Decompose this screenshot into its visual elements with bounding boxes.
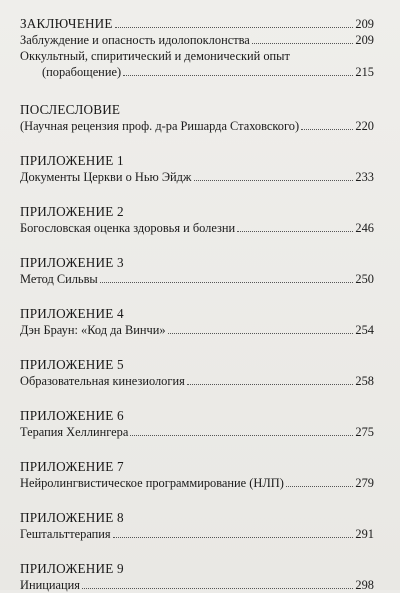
toc-section-appendix-7 xyxy=(20,459,374,491)
page-number: 275 xyxy=(355,425,374,439)
section-heading: ПРИЛОЖЕНИЕ 3 xyxy=(20,255,124,270)
page-number: 246 xyxy=(355,221,374,235)
dot-leader xyxy=(123,75,353,76)
page-number: 233 xyxy=(355,170,374,184)
section-heading: ПРИЛОЖЕНИЕ 7 xyxy=(20,459,124,474)
toc-entry xyxy=(20,322,374,338)
dot-leader xyxy=(187,384,354,385)
toc-section-appendix-1 xyxy=(20,153,374,185)
toc-section-appendix-8 xyxy=(20,510,374,542)
section-heading: ПРИЛОЖЕНИЕ 9 xyxy=(20,561,124,576)
entry-title: (порабощение) xyxy=(42,65,122,79)
dot-leader xyxy=(252,43,354,44)
toc-section-appendix-4 xyxy=(20,306,374,338)
toc-entry xyxy=(20,373,374,389)
section-heading: ПРИЛОЖЕНИЕ 2 xyxy=(20,204,124,219)
toc-entry xyxy=(20,32,374,48)
page-number: 209 xyxy=(355,17,374,31)
dot-leader xyxy=(194,180,354,181)
toc-entry xyxy=(20,169,374,185)
toc-entry xyxy=(20,475,374,491)
entry-title: Нейролингвистическое программирование (НЛП) xyxy=(20,476,284,490)
toc-entry xyxy=(20,526,374,542)
page-number: 254 xyxy=(355,323,374,337)
page-number: 250 xyxy=(355,272,374,286)
dot-leader xyxy=(100,282,354,283)
section-heading: ПРИЛОЖЕНИЕ 6 xyxy=(20,408,124,423)
entry-title: Метод Сильвы xyxy=(20,272,98,286)
toc-entry xyxy=(20,220,374,236)
page-number: 209 xyxy=(355,33,374,47)
dot-leader xyxy=(113,537,354,538)
entry-title: Заблуждение и опасность идолопоклонства xyxy=(20,33,250,47)
toc-entry xyxy=(20,118,374,134)
dot-leader xyxy=(301,129,353,130)
entry-title: Документы Церкви о Нью Эйдж xyxy=(20,170,192,184)
section-heading: ПРИЛОЖЕНИЕ 4 xyxy=(20,306,124,321)
page-number: 291 xyxy=(355,527,374,541)
dot-leader xyxy=(286,486,354,487)
page-number: 279 xyxy=(355,476,374,490)
toc-section-appendix-2 xyxy=(20,204,374,236)
toc-entry xyxy=(20,64,374,80)
dot-leader xyxy=(237,231,353,232)
toc-entry xyxy=(20,577,374,593)
entry-title-line: Оккультный, спиритический и демонический опыт xyxy=(20,49,290,63)
entry-title: Богословская оценка здоровья и болезни xyxy=(20,221,236,235)
toc-heading-conclusion xyxy=(20,16,374,32)
entry-title: Инициация xyxy=(20,578,80,592)
toc-section-appendix-5 xyxy=(20,357,374,389)
dot-leader xyxy=(130,435,353,436)
page-number: 258 xyxy=(355,374,374,388)
dot-leader xyxy=(82,588,353,589)
toc-section-appendix-9 xyxy=(20,561,374,593)
entry-title: Дэн Браун: «Код да Винчи» xyxy=(20,323,166,337)
section-heading: ПРИЛОЖЕНИЕ 8 xyxy=(20,510,124,525)
page-number: 298 xyxy=(355,578,374,592)
toc-entry xyxy=(20,271,374,287)
toc-section-conclusion xyxy=(20,16,374,80)
toc-section-afterword xyxy=(20,102,374,134)
entry-title: Образовательная кинезиология xyxy=(20,374,185,388)
dot-leader xyxy=(168,333,354,334)
dot-leader xyxy=(115,27,354,28)
toc-section-appendix-3 xyxy=(20,255,374,287)
section-heading: ПРИЛОЖЕНИЕ 1 xyxy=(20,153,124,168)
page-number: 215 xyxy=(355,65,374,79)
section-heading: ПОСЛЕСЛОВИЕ xyxy=(20,102,121,117)
section-heading: ЗАКЛЮЧЕНИЕ xyxy=(20,16,113,31)
toc-entry xyxy=(20,424,374,440)
toc-section-appendix-6 xyxy=(20,408,374,440)
page-number: 220 xyxy=(355,119,374,133)
section-heading: ПРИЛОЖЕНИЕ 5 xyxy=(20,357,124,372)
entry-title: (Научная рецензия проф. д-ра Ришарда Стаховского) xyxy=(20,119,300,133)
entry-title: Терапия Хеллингера xyxy=(20,425,129,439)
entry-title: Гештальттерапия xyxy=(20,527,111,541)
